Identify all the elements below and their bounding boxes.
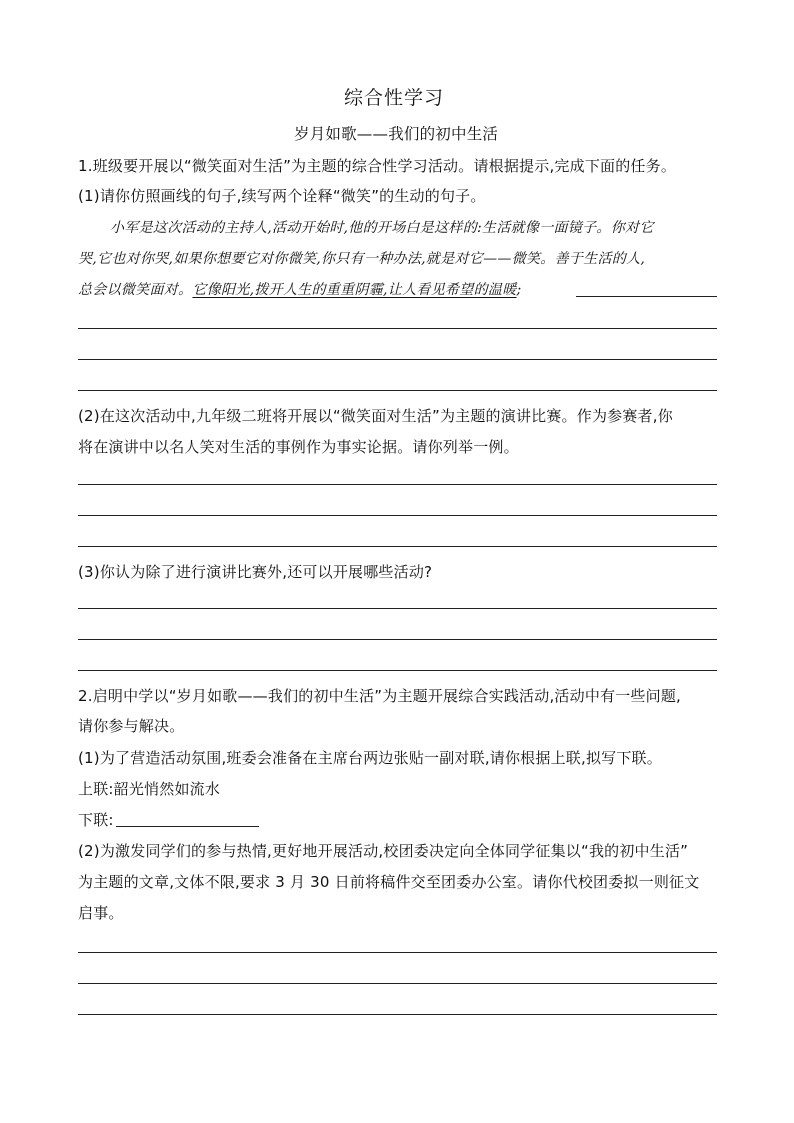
answer-line-q1-3-c[interactable] xyxy=(78,670,717,671)
answer-line-q1-2-a[interactable] xyxy=(78,484,717,485)
passage-lead-text: 总会以微笑面对。 xyxy=(78,282,193,298)
q1-stem: 1.班级要开展以“微笑面对生活”为主题的综合性学习活动。请根据提示,完成下面的任务。 xyxy=(78,157,677,175)
answer-line-q1-1-a[interactable] xyxy=(78,328,717,329)
couplet-lower-answer-blank[interactable] xyxy=(116,826,259,827)
q1-passage-line-2: 哭,它也对你哭,如果你想要它对你微笑,你只有一种办法,就是对它——微笑。善于生活的人, xyxy=(78,251,646,267)
page-title: 综合性学习 xyxy=(344,87,445,109)
answer-line-q1-1-c[interactable] xyxy=(78,390,717,391)
q2-part2-prompt-line-1: (2)为激发同学们的参与热情,更好地开展活动,校团委决定向全体同学征集以“我的初中生活” xyxy=(78,842,689,860)
q1-part1-prompt: (1)请你仿照画线的句子,续写两个诠释“微笑”的生动的句子。 xyxy=(78,187,486,205)
q1-part2-prompt-line-2: 将在演讲中以名人笑对生活的事例作为事实论据。请你列举一例。 xyxy=(78,438,519,456)
q2-part2-prompt-line-2: 为主题的文章,文体不限,要求 3 月 30 日前将稿件交至团委办公室。请你代校团委拟一则征文 xyxy=(78,873,700,891)
q1-part2-prompt-line-1: (2)在这次活动中,九年级二班将开展以“微笑面对生活”为主题的演讲比赛。作为参赛者,你 xyxy=(78,407,673,425)
q2-part2-prompt-line-3: 启事。 xyxy=(78,904,124,922)
answer-line-q1-2-c[interactable] xyxy=(78,546,717,547)
underlined-model-sentence: 它像阳光,拨开人生的重重阴霾,让人看见希望的温暖 xyxy=(192,282,517,298)
answer-line-q2-2-a[interactable] xyxy=(78,952,717,953)
answer-line-q2-2-c[interactable] xyxy=(78,1014,717,1015)
answer-blank-inline[interactable] xyxy=(576,296,717,297)
page-subtitle: 岁月如歌——我们的初中生活 xyxy=(294,125,499,143)
answer-line-q1-1-b[interactable] xyxy=(78,359,717,360)
q2-stem-line-1: 2.启明中学以“岁月如歌——我们的初中生活”为主题开展综合实践活动,活动中有一些问题, xyxy=(78,687,681,705)
passage-tail-punct: ; xyxy=(516,282,522,298)
q1-passage-line-1: 小军是这次活动的主持人,活动开始时,他的开场白是这样的:生活就像一面镜子。你对它 xyxy=(110,220,654,236)
answer-line-q2-2-b[interactable] xyxy=(78,983,717,984)
couplet-lower-label: 下联: xyxy=(78,811,114,829)
answer-line-q1-3-b[interactable] xyxy=(78,639,717,640)
q2-part1-prompt: (1)为了营造活动氛围,班委会准备在主席台两边张贴一副对联,请你根据上联,拟写下联。 xyxy=(78,749,662,767)
q2-stem-line-2: 请你参与解决。 xyxy=(78,717,185,735)
couplet-upper-line: 上联:韶光悄然如流水 xyxy=(78,780,221,798)
answer-line-q1-2-b[interactable] xyxy=(78,515,717,516)
q1-part3-prompt: (3)你认为除了进行演讲比赛外,还可以开展哪些活动? xyxy=(78,563,433,581)
answer-line-q1-3-a[interactable] xyxy=(78,608,717,609)
q1-passage-line-3 xyxy=(78,280,522,300)
